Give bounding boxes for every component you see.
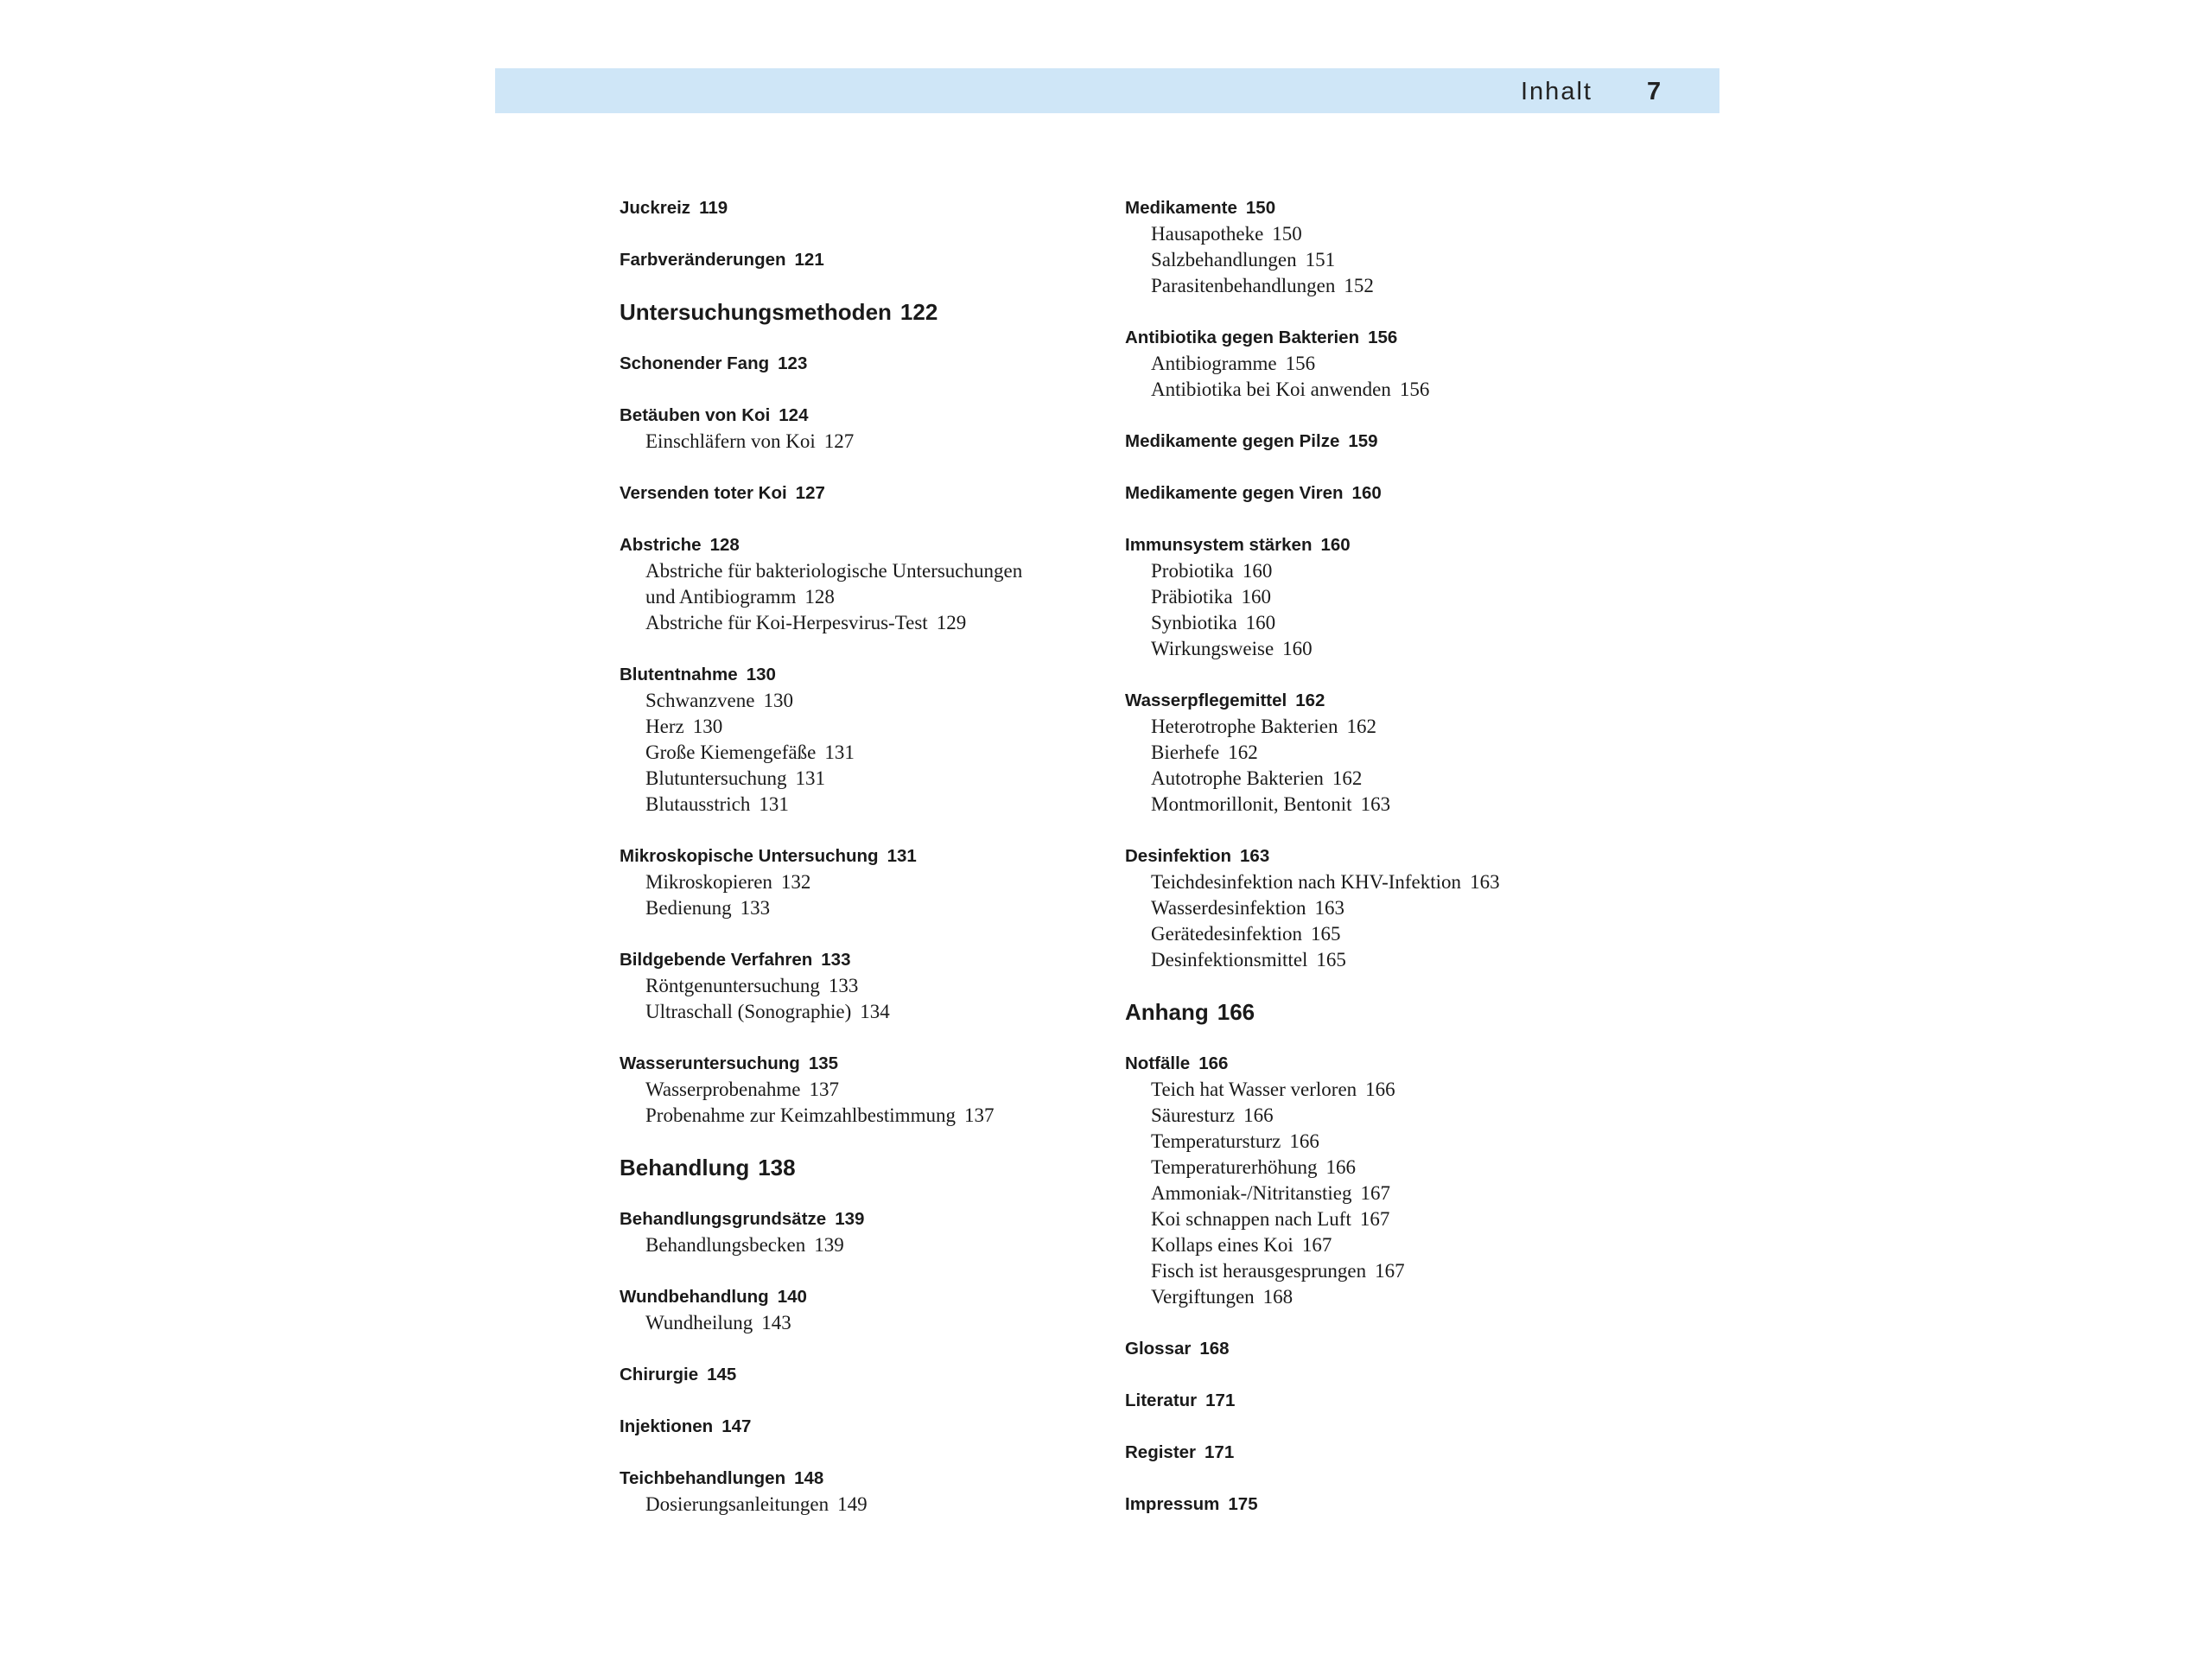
toc-entry-title: Notfälle [1125,1053,1191,1073]
toc-entry-page: 148 [794,1468,824,1488]
toc-entry-page: 167 [1301,1234,1332,1256]
toc-section [1125,532,1609,558]
toc-entry-title: Teich hat Wasser verloren [1151,1079,1357,1100]
toc-section [620,1466,1103,1492]
toc-entry-page: 152 [1344,275,1374,296]
toc-entry-page: 133 [821,950,851,970]
toc-entry-page: 138 [758,1155,796,1181]
toc-entry-page: 128 [709,535,740,555]
toc-subentry [1125,221,1609,247]
toc-entry-page: 147 [721,1416,752,1436]
toc-entry-title: Fisch ist herausgesprungen [1151,1260,1367,1282]
toc-chapter [1125,999,1609,1025]
toc-subentry [1125,247,1609,273]
toc-section [620,247,1103,273]
toc-subentry [1125,714,1609,740]
toc-entry-page: 163 [1470,871,1500,893]
toc-entry-title: Heterotrophe Bakterien [1151,716,1338,737]
toc-entry-page: 123 [778,353,808,373]
toc-subentry [620,429,1103,455]
toc-entry-page: 168 [1199,1339,1230,1359]
toc-entry-page: 156 [1285,353,1316,374]
toc-section [620,532,1103,558]
toc-subentry [620,1077,1103,1103]
toc-right-column [1125,195,1609,1518]
toc-subentry [1125,895,1609,921]
toc-entry-title: Säuresturz [1151,1104,1236,1126]
toc-section [1125,1336,1609,1362]
toc-entry-title: Abstriche für Koi-Herpesvirus-Test [645,612,928,633]
toc-entry-page: 167 [1360,1182,1391,1204]
toc-section [1125,1492,1609,1518]
toc-section [620,403,1103,429]
toc-subentry [620,584,1103,610]
toc-subentry [1125,636,1609,662]
toc-entry-title: Desinfektion [1125,846,1232,866]
toc-entry-title: Koi schnappen nach Luft [1151,1208,1351,1230]
toc-subentry [620,1232,1103,1258]
toc-subentry [1125,1129,1609,1155]
toc-entry-page: 130 [746,665,776,684]
toc-section [620,480,1103,506]
toc-entry-title: Wundbehandlung [620,1287,769,1307]
toc-entry-title: Antibiotika gegen Bakterien [1125,328,1360,347]
toc-entry-title: Wundheilung [645,1312,753,1333]
toc-entry-title: Wirkungsweise [1151,638,1274,659]
toc-entry-title: Antibiotika bei Koi anwenden [1151,379,1391,400]
toc-subentry [1125,1206,1609,1232]
toc-entry-title: Autotrophe Bakterien [1151,767,1324,789]
toc-entry-title: Literatur [1125,1391,1198,1410]
toc-entry-page: 162 [1332,767,1363,789]
toc-entry-page: 134 [860,1001,890,1022]
toc-entry-title: Temperaturerhöhung [1151,1156,1318,1178]
toc-entry-page: 128 [804,586,835,608]
toc-entry-title: Wasserpflegemittel [1125,690,1287,710]
toc-entry-page: 139 [835,1209,865,1229]
toc-entry-page: 160 [1320,535,1351,555]
toc-subentry [620,869,1103,895]
toc-entry-page: 131 [887,846,917,866]
toc-entry-title: Mikroskopische Untersuchung [620,846,879,866]
toc-entry-title: Montmorillonit, Bentonit [1151,793,1352,815]
toc-entry-title: Chirurgie [620,1365,699,1384]
toc-section [620,662,1103,688]
toc-entry-title: Probenahme zur Keimzahlbestimmung [645,1104,956,1126]
toc-entry-title: Temperatursturz [1151,1130,1281,1152]
toc-entry-title: Medikamente gegen Pilze [1125,431,1340,451]
toc-subentry [1125,1181,1609,1206]
toc-subentry [620,1492,1103,1518]
toc-entry-title: Teichbehandlungen [620,1468,786,1488]
toc-entry-title: Betäuben von Koi [620,405,771,425]
toc-entry-page: 171 [1205,1391,1236,1410]
toc-entry-page: 167 [1359,1208,1390,1230]
toc-entry-title: Anhang [1125,999,1209,1025]
toc-entry-title: Desinfektionsmittel [1151,949,1308,971]
header-title: Inhalt [1521,78,1592,105]
toc-entry-page: 166 [1365,1079,1395,1100]
toc-entry-page: 122 [899,299,938,325]
toc-entry-page: 143 [761,1312,791,1333]
toc-subentry [620,688,1103,714]
toc-subentry [620,895,1103,921]
toc-subentry [1125,1284,1609,1310]
toc-entry-title: Vergiftungen [1151,1286,1255,1308]
toc-entry-page: 150 [1272,223,1302,245]
toc-subentry [1125,792,1609,818]
toc-section [620,195,1103,221]
toc-subentry [620,610,1103,636]
toc-entry-title: und Antibiogramm [645,586,797,608]
toc-section [1125,195,1609,221]
toc-subentry [1125,377,1609,403]
toc-entry-page: 167 [1375,1260,1405,1282]
toc-subentry [620,740,1103,766]
toc-entry-page: 162 [1228,741,1258,763]
toc-entry-page: 166 [1325,1156,1357,1178]
toc-entry-title: Teichdesinfektion nach KHV-Infektion [1151,871,1462,893]
toc-entry-page: 129 [936,612,967,633]
toc-subentry [1125,921,1609,947]
toc-entry-page: 131 [795,767,826,789]
toc-section [620,1284,1103,1310]
toc-entry-title: Impressum [1125,1494,1220,1514]
toc-section [1125,1440,1609,1466]
toc-entry-title: Gerätedesinfektion [1151,923,1302,945]
toc-entry-title: Röntgenuntersuchung [645,975,820,996]
toc-entry-page: 150 [1245,198,1276,218]
toc-subentry [620,1310,1103,1336]
toc-entry-title: Juckreiz [620,198,691,218]
toc-entry-title: Parasitenbehandlungen [1151,275,1336,296]
toc-chapter [620,299,1103,325]
toc-entry-title: Medikamente [1125,198,1237,218]
toc-subentry [620,766,1103,792]
toc-subentry [1125,869,1609,895]
toc-section [1125,480,1609,506]
toc-entry-page: 137 [963,1104,995,1126]
toc-subentry [620,792,1103,818]
toc-section [620,1362,1103,1388]
toc-entry-page: 149 [837,1493,868,1515]
toc-section [1125,1388,1609,1414]
toc-subentry [620,558,1103,584]
toc-left-column [620,195,1103,1518]
toc-entry-page: 156 [1399,379,1430,400]
toc-entry-title: Register [1125,1442,1197,1462]
toc-entry-page: 127 [823,430,855,452]
toc-entry-page: 137 [809,1079,840,1100]
toc-entry-title: Hausapotheke [1151,223,1264,245]
toc-entry-page: 131 [759,793,789,815]
toc-entry-title: Ultraschall (Sonographie) [645,1001,852,1022]
toc-entry-title: Dosierungsanleitungen [645,1493,830,1515]
toc-entry-title: Farbveränderungen [620,250,786,270]
toc-entry-page: 166 [1243,1104,1274,1126]
toc-entry-page: 175 [1228,1494,1258,1514]
toc-entry-page: 168 [1262,1286,1294,1308]
toc-entry-page: 133 [828,975,859,996]
toc-entry-page: 163 [1360,793,1391,815]
toc-entry-title: Herz [645,716,684,737]
toc-entry-title: Schonender Fang [620,353,770,373]
toc-entry-page: 127 [795,483,825,503]
toc-entry-title: Glossar [1125,1339,1192,1359]
toc-entry-page: 139 [814,1234,844,1256]
toc-entry-page: 160 [1245,612,1276,633]
toc-subentry [1125,273,1609,299]
toc-entry-page: 165 [1316,949,1346,971]
toc-entry-title: Wasserprobenahme [645,1079,801,1100]
toc-subentry [620,714,1103,740]
toc-entry-title: Salzbehandlungen [1151,249,1297,270]
toc-entry-title: Versenden toter Koi [620,483,787,503]
toc-entry-title: Blutausstrich [645,793,751,815]
toc-subentry [1125,740,1609,766]
toc-subentry [1125,558,1609,584]
toc-section [620,947,1103,973]
toc-entry-page: 124 [779,405,809,425]
toc-section [1125,429,1609,455]
toc-entry-page: 151 [1305,249,1336,270]
toc-section [1125,325,1609,351]
toc-entry-page: 165 [1310,923,1341,945]
toc-section [1125,1051,1609,1077]
toc-subentry [1125,947,1609,973]
toc-entry-title: Schwanzvene [645,690,755,711]
toc-section [620,1206,1103,1232]
toc-entry-title: Kollaps eines Koi [1151,1234,1294,1256]
toc-entry-title: Medikamente gegen Viren [1125,483,1344,503]
toc-entry-page: 163 [1314,897,1345,919]
toc-entry-page: 160 [1241,586,1272,608]
toc-entry-title: Bedienung [645,897,732,919]
toc-entry-page: 140 [777,1287,807,1307]
toc-section [620,1051,1103,1077]
toc-entry-page: 160 [1351,483,1382,503]
toc-entry-title: Blutuntersuchung [645,767,787,789]
toc-section [620,843,1103,869]
toc-subentry [620,999,1103,1025]
toc-entry-page: 135 [808,1053,839,1073]
toc-entry-page: 171 [1205,1442,1235,1462]
toc-entry-title: Wasserdesinfektion [1151,897,1306,919]
toc-entry-title: Immunsystem stärken [1125,535,1313,555]
toc-entry-title: Untersuchungsmethoden [620,299,892,325]
toc-subentry [1125,1155,1609,1181]
toc-subentry [620,1103,1103,1129]
header-page-number: 7 [1647,78,1662,105]
toc-entry-page: 166 [1289,1130,1319,1152]
toc-subentry [1125,584,1609,610]
toc-entry-title: Antibiogramme [1151,353,1277,374]
toc-entry-page: 162 [1295,690,1325,710]
toc-section [620,351,1103,377]
toc-entry-page: 162 [1346,716,1376,737]
toc-entry-title: Injektionen [620,1416,714,1436]
toc-entry-title: Abstriche [620,535,702,555]
toc-entry-title: Behandlung [620,1155,750,1181]
toc-entry-page: 160 [1242,560,1273,582]
toc-entry-title: Probiotika [1151,560,1234,582]
toc-section [1125,688,1609,714]
toc-entry-title: Behandlungsgrundsätze [620,1209,827,1229]
toc-entry-title: Blutentnahme [620,665,738,684]
toc-subentry [1125,766,1609,792]
toc-entry-page: 130 [692,716,723,737]
toc-subentry [1125,1077,1609,1103]
toc-entry-title: Große Kiemengefäße [645,741,817,763]
toc-entry-title: Einschläfern von Koi [645,430,816,452]
toc-section [1125,843,1609,869]
toc-entry-title: Bildgebende Verfahren [620,950,813,970]
toc-chapter [620,1155,1103,1181]
toc-entry-title: Mikroskopieren [645,871,772,893]
toc-entry-title: Abstriche für bakteriologische Untersuchungen [645,560,1023,582]
toc-section [620,1414,1103,1440]
toc-entry-page: 163 [1240,846,1270,866]
toc-entry-page: 156 [1368,328,1398,347]
toc-entry-title: Präbiotika [1151,586,1233,608]
toc-entry-title: Wasseruntersuchung [620,1053,800,1073]
toc-entry-page: 132 [780,871,811,893]
toc-subentry [1125,1258,1609,1284]
toc-entry-page: 159 [1348,431,1378,451]
toc-subentry [1125,1232,1609,1258]
toc-subentry [620,973,1103,999]
toc-entry-title: Behandlungsbecken [645,1234,806,1256]
toc-entry-page: 133 [740,897,771,919]
toc-entry-page: 131 [824,741,855,763]
toc-subentry [1125,1103,1609,1129]
toc-entry-title: Synbiotika [1151,612,1237,633]
toc-entry-page: 119 [699,198,728,218]
toc-subentry [1125,610,1609,636]
toc-entry-page: 145 [707,1365,737,1384]
toc-entry-page: 166 [1198,1053,1229,1073]
toc-entry-title: Ammoniak-/Nitritanstieg [1151,1182,1352,1204]
toc-entry-page: 166 [1217,999,1255,1025]
toc-entry-page: 121 [794,250,824,270]
toc-entry-page: 130 [763,690,793,711]
toc-subentry [1125,351,1609,377]
toc-entry-page: 160 [1282,638,1313,659]
toc-entry-title: Bierhefe [1151,741,1220,763]
